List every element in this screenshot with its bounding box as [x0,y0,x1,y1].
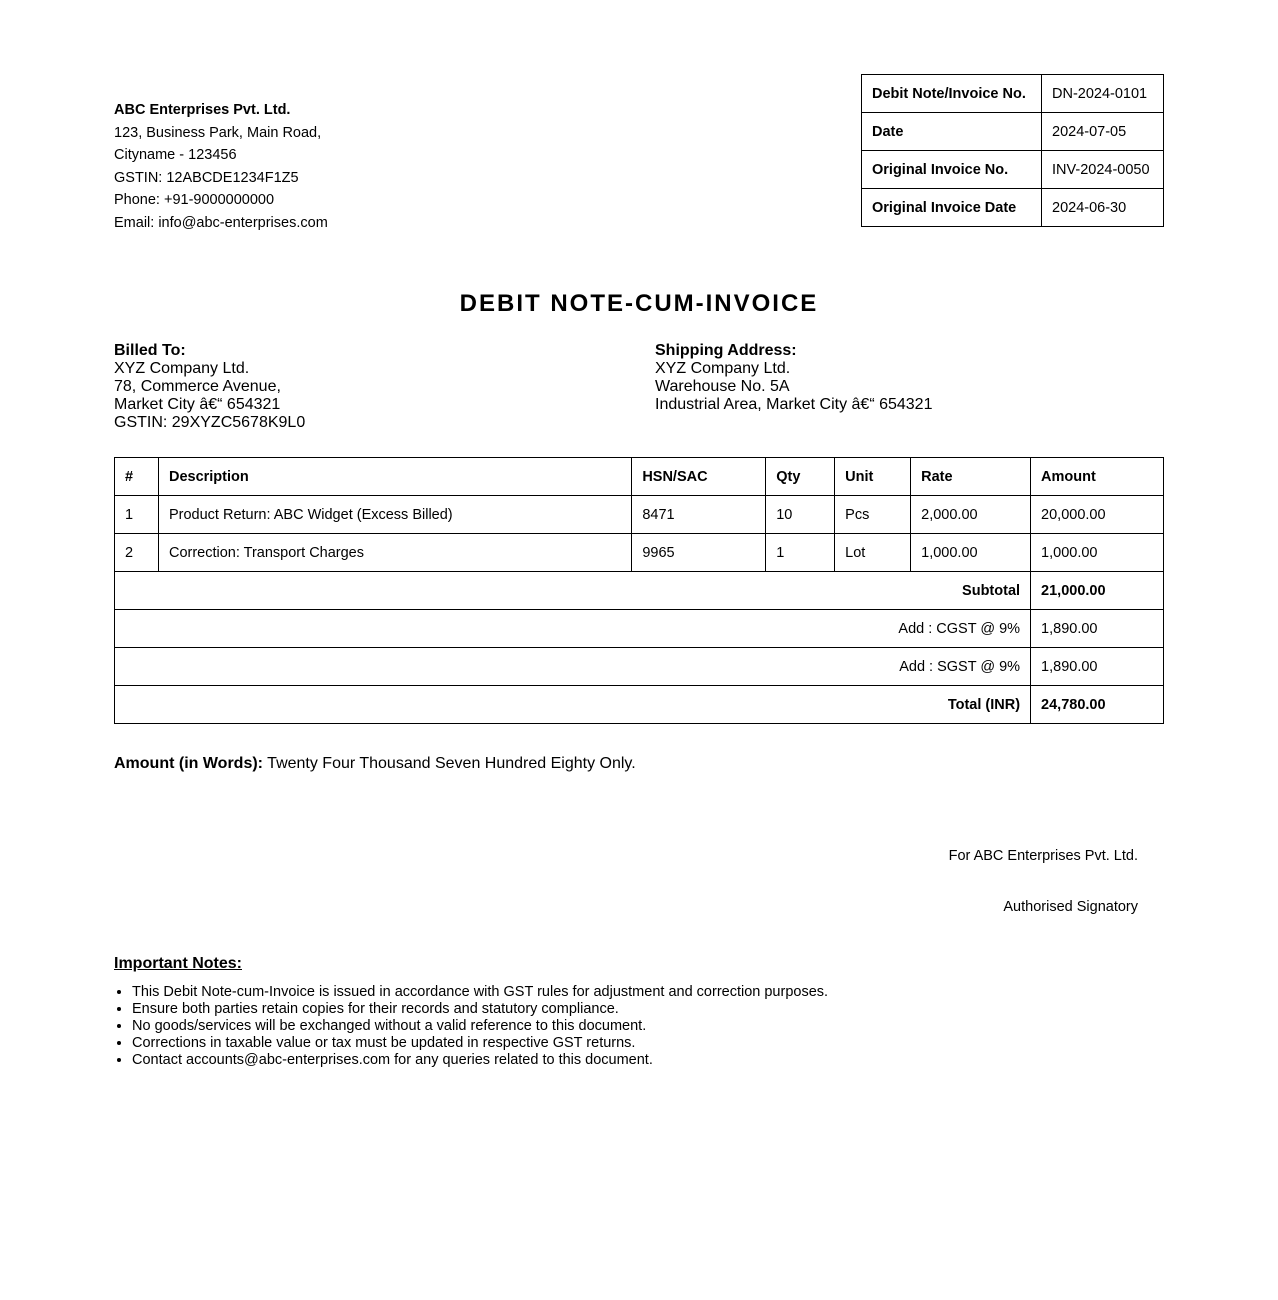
company-details [114,99,328,235]
item-hsn: 8471 [632,496,766,534]
meta-row [862,189,1164,227]
list-item: • Ensure both parties retain copies for their records and statutory compliance. [132,1001,828,1018]
meta-value: 2024-06-30 [1042,189,1164,227]
billed-to-line1: 78, Commerce Avenue, [114,378,281,395]
item-unit: Lot [835,534,911,572]
cgst-row [115,610,1164,648]
subtotal-value: 21,000.00 [1031,572,1164,610]
item-description: Correction: Transport Charges [158,534,631,572]
column-header-unit: Unit [835,458,911,496]
meta-label: Debit Note/Invoice No. [862,75,1042,113]
company-name: ABC Enterprises Pvt. Ltd. [114,102,291,118]
cgst-value: 1,890.00 [1031,610,1164,648]
table-row [115,534,1164,572]
amount-in-words [114,755,636,773]
item-rate: 2,000.00 [911,496,1031,534]
column-header-description: Description [158,458,631,496]
meta-value: INV-2024-0050 [1042,151,1164,189]
meta-row [862,75,1164,113]
meta-value: DN-2024-0101 [1042,75,1164,113]
subtotal-label: Subtotal [115,572,1031,610]
table-header-row [115,458,1164,496]
company-gstin: GSTIN: 12ABCDE1234F1Z5 [114,169,299,186]
meta-label: Date [862,113,1042,151]
billed-to-label: Billed To: [114,342,186,359]
list-item: • This Debit Note-cum-Invoice is issued in accordance with GST rules for adjustment and correction purposes. [132,984,828,1001]
list-item: • No goods/services will be exchanged without a valid reference to this document. [132,1018,828,1035]
invoice-meta-table [861,74,1164,227]
meta-label: Original Invoice No. [862,151,1042,189]
total-label: Total (INR) [115,686,1031,724]
column-header-amount: Amount [1031,458,1164,496]
item-amount: 1,000.00 [1031,534,1164,572]
column-header-number: # [115,458,159,496]
company-address-line2: Cityname - 123456 [114,147,237,164]
sgst-value: 1,890.00 [1031,648,1164,686]
table-row [115,496,1164,534]
items-table [114,457,1164,724]
billed-to-gstin: GSTIN: 29XYZC5678K9L0 [114,414,306,431]
item-qty: 1 [766,534,835,572]
company-email: Email: info@abc-enterprises.com [114,214,328,231]
meta-value: 2024-07-05 [1042,113,1164,151]
subtotal-row [115,572,1164,610]
item-hsn: 9965 [632,534,766,572]
meta-label: Original Invoice Date [862,189,1042,227]
shipping-line1: Warehouse No. 5A [655,378,790,395]
signature-for-company: For ABC Enterprises Pvt. Ltd. [948,848,1138,864]
list-item: • Corrections in taxable value or tax must be updated in respective GST returns. [132,1035,828,1052]
shipping-address-block [655,342,932,414]
total-row [115,686,1164,724]
item-qty: 10 [766,496,835,534]
column-header-qty: Qty [766,458,835,496]
list-item: • Contact accounts@abc-enterprises.com for any queries related to this document. [132,1052,828,1069]
shipping-line2: Industrial Area, Market City â€“ 654321 [655,396,933,413]
column-header-hsn: HSN/SAC [632,458,766,496]
authorised-signatory: Authorised Signatory [1003,899,1138,915]
billed-to-block [114,342,305,432]
sgst-row [115,648,1164,686]
item-amount: 20,000.00 [1031,496,1164,534]
sgst-label: Add : SGST @ 9% [115,648,1031,686]
shipping-label: Shipping Address: [655,342,797,359]
meta-row [862,113,1164,151]
item-rate: 1,000.00 [911,534,1031,572]
item-number: 1 [115,496,159,534]
item-number: 2 [115,534,159,572]
total-value: 24,780.00 [1031,686,1164,724]
company-address-line1: 123, Business Park, Main Road, [114,124,322,141]
amount-in-words-label: Amount (in Words): [114,755,264,772]
item-description: Product Return: ABC Widget (Excess Billed) [158,496,631,534]
billed-to-name: XYZ Company Ltd. [114,360,250,377]
notes-title: Important Notes: [114,955,242,972]
company-phone: Phone: +91-9000000000 [114,192,275,209]
amount-in-words-value: Twenty Four Thousand Seven Hundred Eighty Only. [267,755,636,772]
notes-list [132,984,828,1069]
item-unit: Pcs [835,496,911,534]
billed-to-line2: Market City â€“ 654321 [114,396,281,413]
cgst-label: Add : CGST @ 9% [115,610,1031,648]
column-header-rate: Rate [911,458,1031,496]
document-title: DEBIT NOTE-CUM-INVOICE [459,290,819,317]
shipping-name: XYZ Company Ltd. [655,360,791,377]
meta-row [862,151,1164,189]
